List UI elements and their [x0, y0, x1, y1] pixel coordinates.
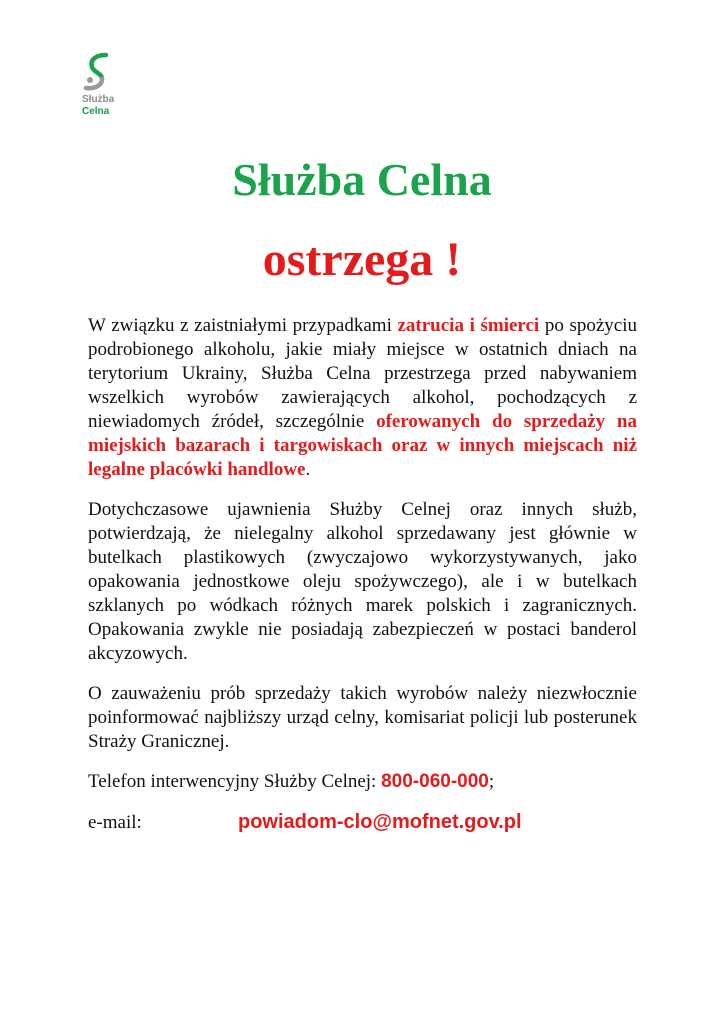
- email-address-link[interactable]: powiadom-clo@mofnet.gov.pl: [238, 811, 522, 833]
- p1-text-1: W związku z zaistniałymi przypadkami: [88, 315, 398, 336]
- p1-text-2: po spożyciu podrobionego alkoholu, jakie miały miejsce w ostatnich dniach na terytorium Ukrainy, Służba Celna przestrzega przed nabywaniem wszelkich wyrobów zawierających alkohol, pochodzących z niewiadomych źródeł, szczególnie: [88, 315, 637, 432]
- phone-label: Telefon interwencyjny Służby Celnej:: [88, 771, 382, 792]
- phone-suffix: ;: [488, 771, 495, 792]
- notice-body: [88, 314, 637, 851]
- phone-line: [88, 770, 637, 794]
- paragraph-warning: [88, 314, 637, 482]
- p1-highlight-2: oferowanych do sprzedaży na miejskich bazarach i targowiskach oraz w innych miejscach niż legalne placówki handlowe: [88, 411, 637, 480]
- email-label: e-mail:: [88, 812, 142, 833]
- logo-text: [82, 94, 142, 118]
- customs-logo-icon: [82, 52, 112, 92]
- logo-line-2: Celna: [82, 106, 110, 117]
- paragraph-report: O zauważeniu prób sprzedaży takich wyrobów należy niezwłocznie poinformować najbliższy urząd celny, komisariat policji lub posterunek Straży Granicznej.: [88, 683, 637, 752]
- phone-number[interactable]: 800-060-000: [381, 771, 489, 792]
- email-line: [88, 810, 637, 835]
- logo-line-1: Służba: [82, 94, 115, 105]
- p1-highlight-1: zatrucia i śmierci: [397, 315, 540, 336]
- p1-text-3: .: [305, 459, 311, 480]
- logo: [82, 52, 142, 118]
- paragraph-findings: Dotychczasowe ujawnienia Służby Celnej oraz innych służb, potwierdzają, że nielegalny alkohol sprzedawany jest głównie w butelkach plastikowych (zwyczajowo wykorzystywanych, jako opakowania jednostkowe oleju spożywczego), ale i w butelkach szklanych po wódkach różnych marek polskich i zagranicznych. Opakowania zwykle nie posiadają zabezpieczeń w postaci banderol akcyzowych.: [88, 499, 637, 664]
- page-subtitle: ostrzega !: [262, 233, 462, 286]
- page-title: Służba Celna: [232, 154, 492, 205]
